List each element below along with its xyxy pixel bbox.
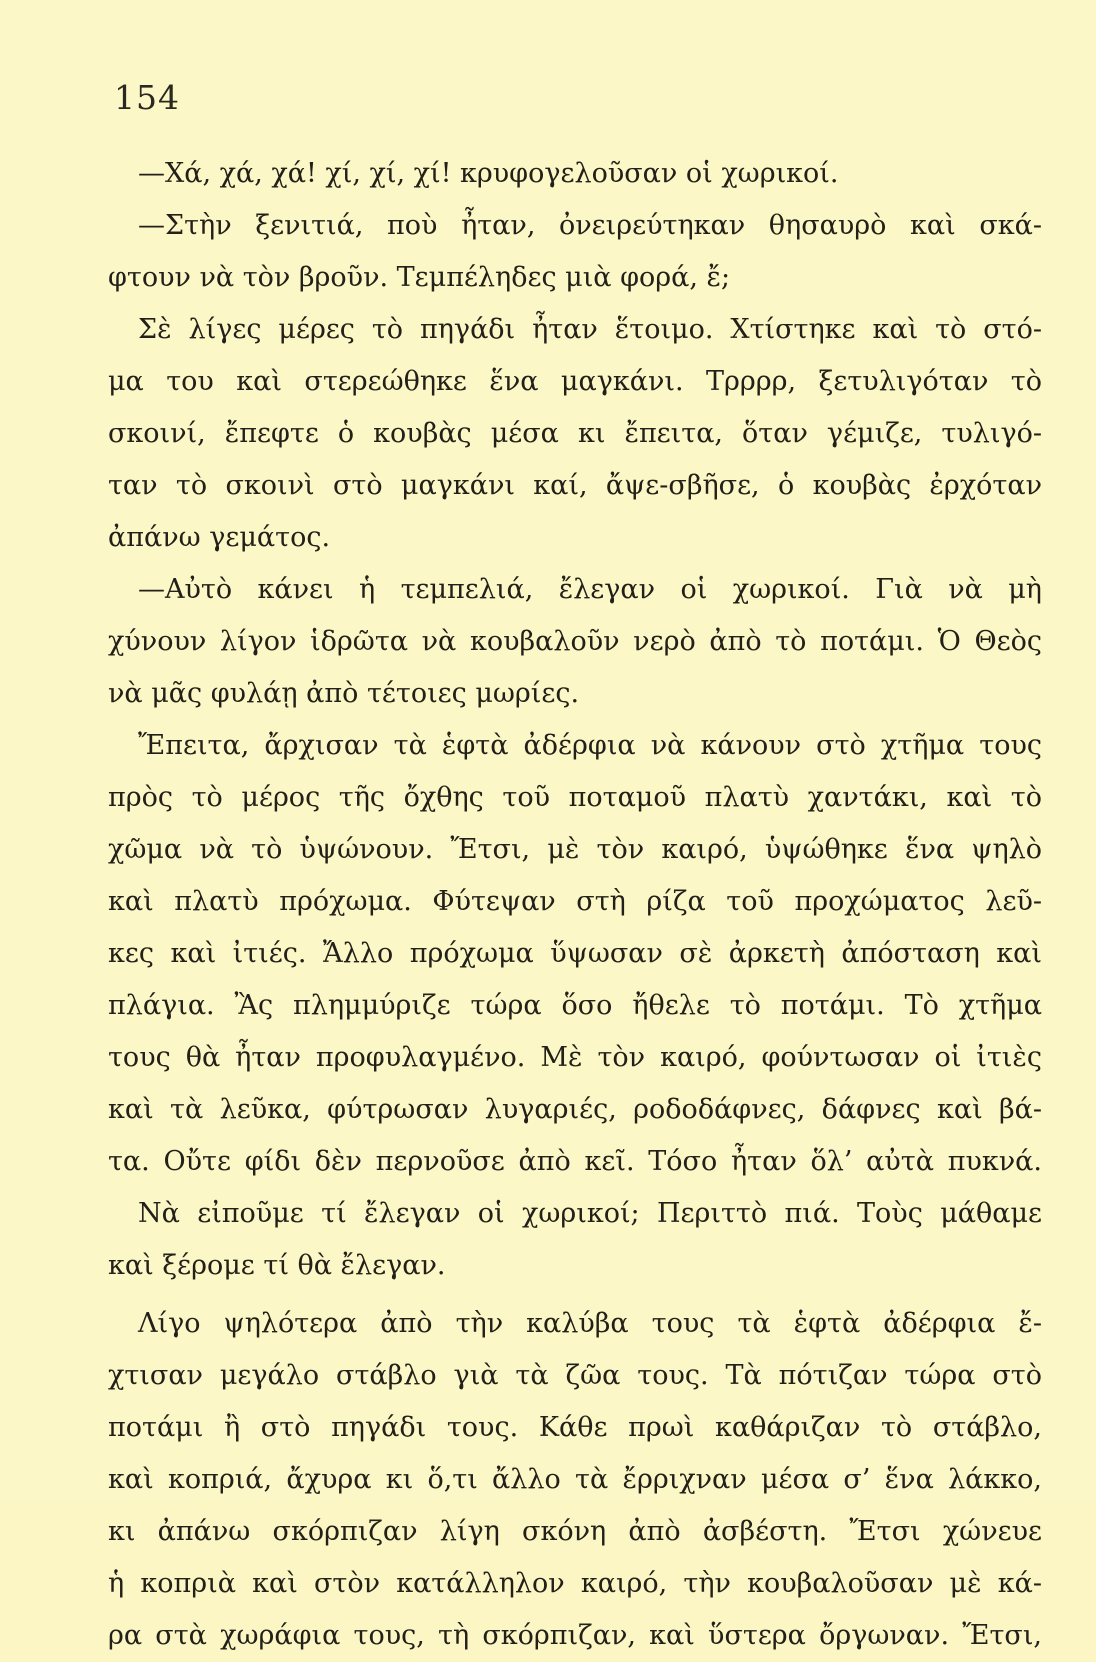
text-line: σκοινί, ἔπεφτε ὁ κουβὰς μέσα κι ἔπειτα, ὅταν γέμιζε, τυλιγό- — [108, 418, 1042, 449]
text-line: —Στὴν ξενιτιά, ποὺ ἦταν, ὀνειρεύτηκαν θησαυρὸ καὶ σκά- — [138, 210, 1042, 241]
text-line: τα. Οὔτε φίδι δὲν περνοῦσε ἀπὸ κεῖ. Τόσο ἦταν ὅλ’ αὐτὰ πυκνά. — [108, 1146, 1042, 1177]
text-line: ἡ κοπριὰ καὶ στὸν κατάλληλον καιρό, τὴν κουβαλοῦσαν μὲ κά- — [108, 1568, 1042, 1599]
text-line: Σὲ λίγες μέρες τὸ πηγάδι ἦταν ἕτοιμο. Χτίστηκε καὶ τὸ στό- — [138, 314, 1042, 345]
text-line: μα του καὶ στερεώθηκε ἕνα μαγκάνι. Τρρρρ, ξετυλιγόταν τὸ — [108, 366, 1042, 397]
text-line: χύνουν λίγον ἱδρῶτα νὰ κουβαλοῦν νερὸ ἀπὸ τὸ ποτάμι. Ὁ Θεὸς — [108, 626, 1042, 657]
text-line: τους θὰ ἦταν προφυλαγμένο. Μὲ τὸν καιρό, φούντωσαν οἱ ἰτιὲς — [108, 1042, 1042, 1073]
body-text — [108, 148, 1042, 1662]
text-line: κι ἀπάνω σκόρπιζαν λίγη σκόνη ἀπὸ ἀσβέστη. Ἔτσι χώνευε — [108, 1516, 1042, 1547]
text-line: πρὸς τὸ μέρος τῆς ὄχθης τοῦ ποταμοῦ πλατὺ χαντάκι, καὶ τὸ — [108, 782, 1042, 813]
text-line: —Αὐτὸ κάνει ἡ τεμπελιά, ἔλεγαν οἱ χωρικοί. Γιὰ νὰ μὴ — [138, 574, 1042, 605]
text-line: ρα στὰ χωράφια τους, τὴ σκόρπιζαν, καὶ ὕστερα ὄργωναν. Ἔτσι, — [108, 1620, 1042, 1651]
text-line: καὶ πλατὺ πρόχωμα. Φύτεψαν στὴ ρίζα τοῦ προχώματος λεῦ- — [108, 886, 1042, 917]
text-line: νὰ μᾶς φυλάῃ ἀπὸ τέτοιες μωρίες. — [108, 678, 580, 709]
text-line: κες καὶ ἰτιές. Ἄλλο πρόχωμα ὕψωσαν σὲ ἀρκετὴ ἀπόσταση καὶ — [108, 938, 1042, 969]
text-line: ταν τὸ σκοινὶ στὸ μαγκάνι καί, ἄψε-σβῆσε, ὁ κουβὰς ἐρχόταν — [108, 470, 1042, 501]
text-line: πλάγια. Ἂς πλημμύριζε τώρα ὅσο ἤθελε τὸ ποτάμι. Τὸ χτῆμα — [108, 990, 1042, 1021]
text-line: Νὰ εἰποῦμε τί ἔλεγαν οἱ χωρικοί; Περιττὸ πιά. Τοὺς μάθαμε — [138, 1198, 1042, 1229]
text-line: φτουν νὰ τὸν βροῦν. Τεμπέληδες μιὰ φορά, ἔ; — [108, 262, 731, 293]
text-line: χτισαν μεγάλο στάβλο γιὰ τὰ ζῶα τους. Τὰ πότιζαν τώρα στὸ — [108, 1360, 1042, 1391]
text-line: χῶμα νὰ τὸ ὑψώνουν. Ἔτσι, μὲ τὸν καιρό, ὑψώθηκε ἕνα ψηλὸ — [108, 834, 1042, 865]
text-line: Λίγο ψηλότερα ἀπὸ τὴν καλύβα τους τὰ ἑφτὰ ἀδέρφια ἔ- — [138, 1308, 1042, 1339]
text-line: καὶ κοπριά, ἄχυρα κι ὅ,τι ἄλλο τὰ ἔρριχναν μέσα σ’ ἕνα λάκκο, — [108, 1464, 1042, 1495]
page-number: 154 — [114, 78, 180, 117]
text-line: —Χά, χά, χά! χί, χί, χί! κρυφογελοῦσαν οἱ χωρικοί. — [138, 158, 839, 189]
text-line: καὶ τὰ λεῦκα, φύτρωσαν λυγαριές, ροδοδάφνες, δάφνες καὶ βά- — [108, 1094, 1042, 1125]
text-line: καὶ ξέρομε τί θὰ ἔλεγαν. — [108, 1250, 446, 1281]
text-line: ἀπάνω γεμάτος. — [108, 522, 331, 553]
text-line: ποτάμι ἢ στὸ πηγάδι τους. Κάθε πρωὶ καθάριζαν τὸ στάβλο, — [108, 1412, 1042, 1443]
text-line: Ἔπειτα, ἄρχισαν τὰ ἑφτὰ ἀδέρφια νὰ κάνουν στὸ χτῆμα τους — [138, 730, 1042, 761]
